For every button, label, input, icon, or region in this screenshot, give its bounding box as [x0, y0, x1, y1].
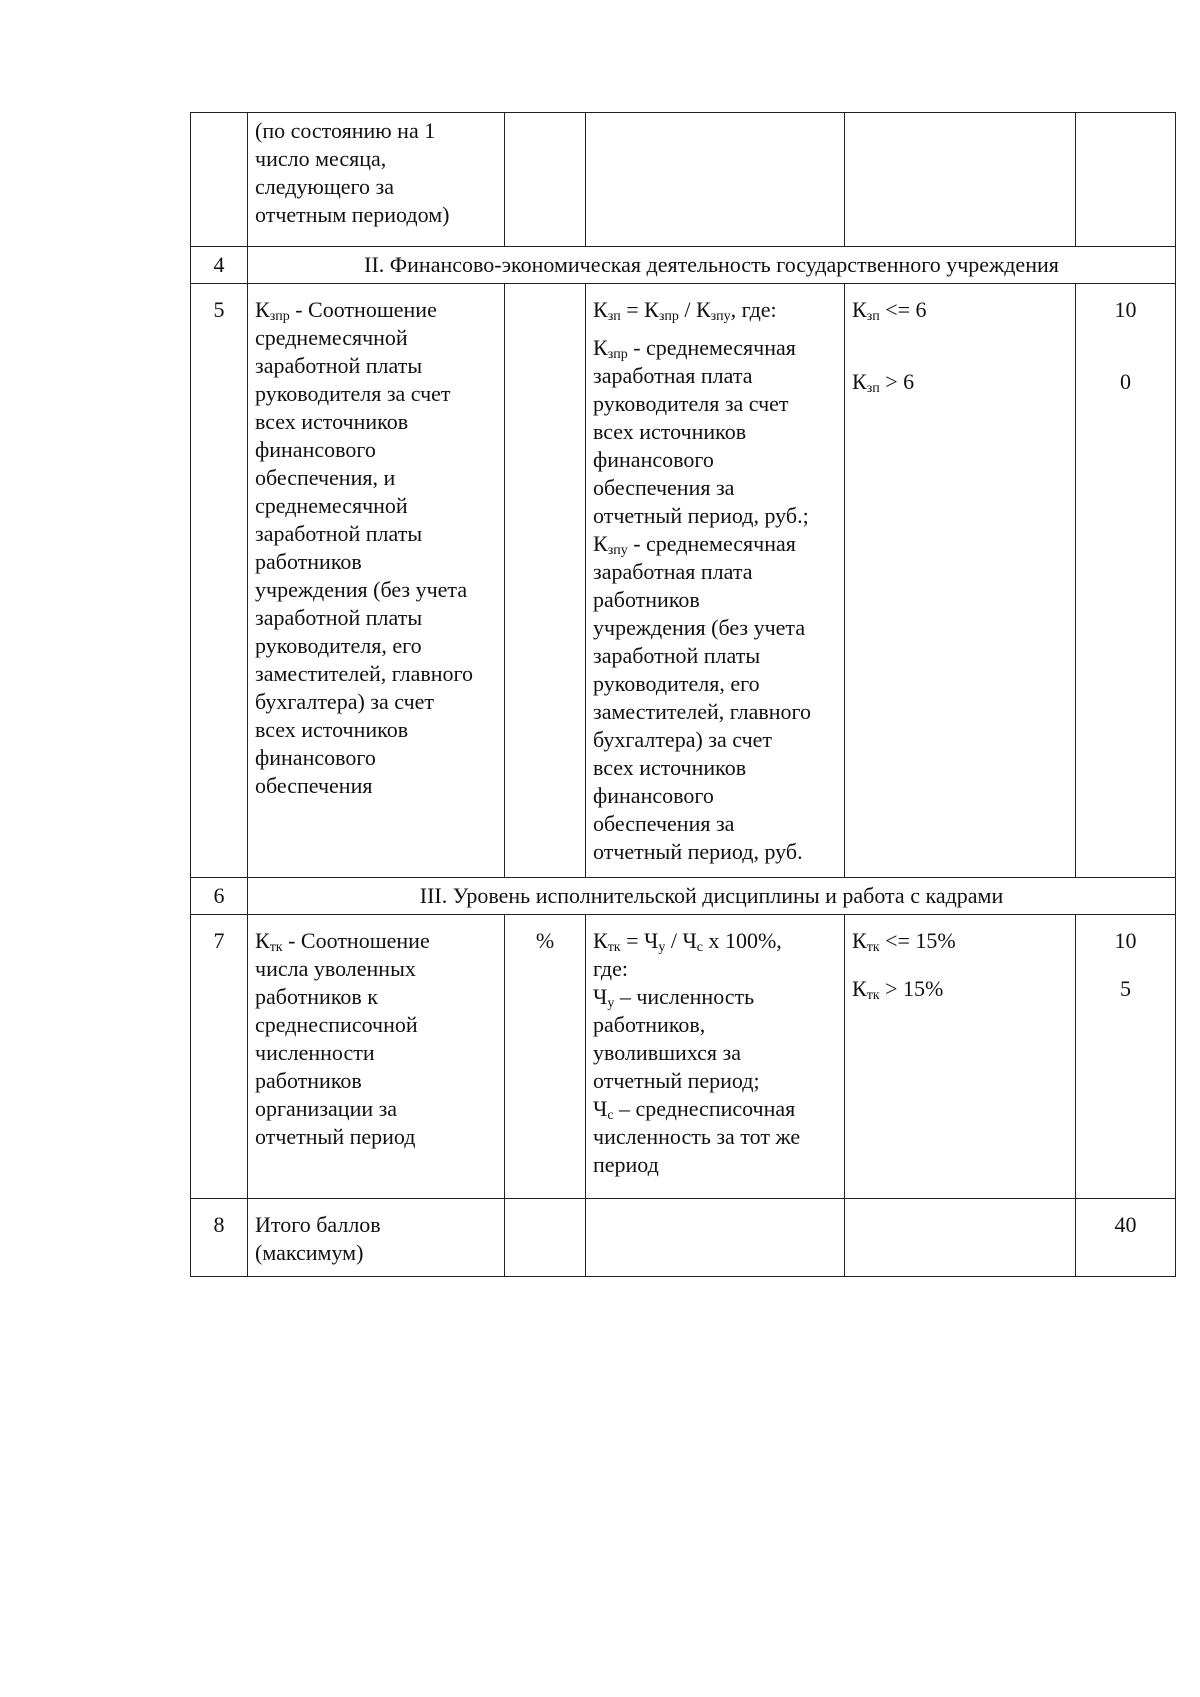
cell-condition: [845, 1199, 1076, 1277]
row-number: 6: [191, 878, 248, 915]
row-number: 5: [191, 284, 248, 878]
cell-indicator: $К_{зпр}$ - Соотношение среднемесячной заработной платы руководителя за счет всех источников финансового обеспечения, и среднемесячной заработной платы работников учреждения (без учета заработной платы руководителя, его заместителей, главного бухгалтера) за счет всех источников финансового обеспечения: [248, 284, 505, 878]
cell-indicator: $К_{тк}$ - Соотношение числа уволенных работников к среднесписочной численности работников организации за отчетный период: [248, 915, 505, 1199]
row-number: 4: [191, 247, 248, 284]
cell-condition: [845, 113, 1076, 247]
section-title: III. Уровень исполнительской дисциплины и работа с кадрами: [248, 878, 1176, 915]
cell-points: 10 5: [1076, 915, 1176, 1199]
section-row-2: [191, 247, 1176, 284]
section-row-3: [191, 878, 1176, 915]
cell-indicator: (по состоянию на 1 число месяца, следующего за отчетным периодом): [248, 113, 505, 247]
cell-unit: [505, 284, 586, 878]
cell-points: [1076, 113, 1176, 247]
cell-formula: [586, 113, 845, 247]
criteria-table: [190, 112, 1176, 1277]
cell-formula: [586, 1199, 845, 1277]
cell-formula: $К_{тк} = Ч_у / Ч_с$ х 100%, где: $Ч_у$ – численность работников, уволившихся за отчетный период; $Ч_с$ – среднесписочная численность за тот же период: [586, 915, 845, 1199]
cell-num: [191, 113, 248, 247]
cell-condition: $К_{зп} <= 6$ $К_{зп} > 6$: [845, 284, 1076, 878]
cell-unit: [505, 113, 586, 247]
table-row-continuation: [191, 113, 1176, 247]
table-row-8: [191, 1199, 1176, 1277]
cell-unit: %: [505, 915, 586, 1199]
row-number: 8: [191, 1199, 248, 1277]
row-number: 7: [191, 915, 248, 1199]
cell-points: 10 0: [1076, 284, 1176, 878]
cell-condition: $К_{тк} <= 15\%$ $К_{тк} > 15\%$: [845, 915, 1076, 1199]
table-row-5: [191, 284, 1176, 878]
cell-indicator: Итого баллов (максимум): [248, 1199, 505, 1277]
cell-formula: $К_{зп} = К_{зпр} / К_{зпу}$, где: $К_{зпр}$ - среднемесячная заработная плата руководителя за счет всех источников финансового обеспечения за отчетный период, руб.; $К_{зпу}$ - среднемесячная заработная плата работников учреждения (без учета заработной платы руководителя, его заместителей, главного бухгалтера) за счет всех источников финансового обеспечения за отчетный период, руб.: [586, 284, 845, 878]
table-row-7: [191, 915, 1176, 1199]
cell-points: 40: [1076, 1199, 1176, 1277]
cell-unit: [505, 1199, 586, 1277]
section-title: II. Финансово-экономическая деятельность государственного учреждения: [248, 247, 1176, 284]
